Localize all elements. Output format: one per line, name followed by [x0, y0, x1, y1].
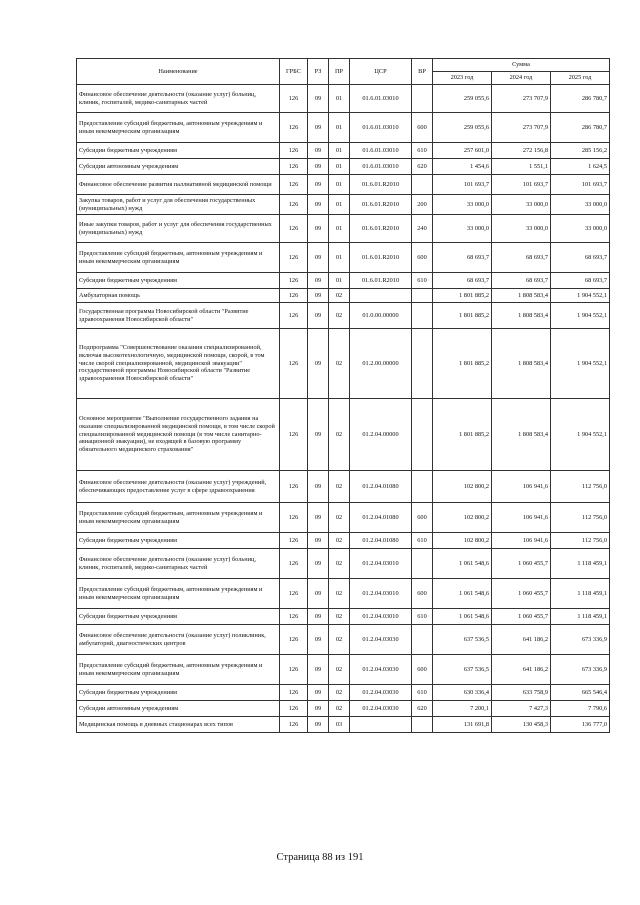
row-value-2023: 637 536,5	[433, 625, 492, 655]
row-rz: 09	[308, 609, 329, 625]
row-vr	[412, 303, 433, 329]
table-row	[77, 655, 610, 685]
table-row	[77, 113, 610, 143]
table-row	[77, 579, 610, 609]
row-grbs: 126	[280, 579, 308, 609]
row-vr	[412, 399, 433, 471]
row-value-2023: 102 800,2	[433, 471, 492, 503]
row-csr: 01.2.04.03010	[350, 549, 412, 579]
row-value-2024: 33 000,0	[492, 195, 551, 215]
row-csr: 01.2.04.03010	[350, 609, 412, 625]
row-value-2025: 1 904 552,1	[551, 329, 610, 399]
row-csr: 01.2.04.03030	[350, 655, 412, 685]
row-value-2025: 1 904 552,1	[551, 399, 610, 471]
row-value-2025: 286 780,7	[551, 113, 610, 143]
row-value-2023: 102 800,2	[433, 503, 492, 533]
header-sum: Сумма	[433, 59, 610, 72]
row-name: Субсидии автономным учреждениям	[77, 159, 280, 175]
row-vr: 600	[412, 503, 433, 533]
row-grbs: 126	[280, 655, 308, 685]
row-rz: 09	[308, 289, 329, 303]
row-rz: 09	[308, 159, 329, 175]
row-vr: 600	[412, 655, 433, 685]
row-pr: 01	[329, 175, 350, 195]
row-rz: 09	[308, 533, 329, 549]
row-rz: 09	[308, 143, 329, 159]
row-rz: 09	[308, 655, 329, 685]
row-name: Финансовое обеспечение деятельности (оказание услуг) поликлиник, амбулаторий, диагностических центров	[77, 625, 280, 655]
row-name: Субсидии бюджетным учреждениям	[77, 609, 280, 625]
row-pr: 02	[329, 625, 350, 655]
row-pr: 02	[329, 329, 350, 399]
row-vr	[412, 717, 433, 733]
row-value-2024: 1 808 583,4	[492, 289, 551, 303]
row-value-2025: 33 000,0	[551, 195, 610, 215]
row-name: Финансовое обеспечение деятельности (оказание услуг) больниц, клиник, госпиталей, медико-санитарных частей	[77, 85, 280, 113]
row-value-2025: 101 693,7	[551, 175, 610, 195]
row-rz: 09	[308, 685, 329, 701]
row-pr: 02	[329, 701, 350, 717]
row-value-2025: 68 693,7	[551, 243, 610, 273]
row-pr: 02	[329, 655, 350, 685]
row-grbs: 126	[280, 273, 308, 289]
row-name: Закупка товаров, работ и услуг для обеспечения государственных (муниципальных) нужд	[77, 195, 280, 215]
row-value-2024: 68 693,7	[492, 273, 551, 289]
row-rz: 09	[308, 215, 329, 243]
row-value-2024: 130 458,3	[492, 717, 551, 733]
table-row	[77, 143, 610, 159]
row-pr: 02	[329, 549, 350, 579]
row-vr: 610	[412, 143, 433, 159]
table-row	[77, 159, 610, 175]
row-grbs: 126	[280, 113, 308, 143]
row-csr: 01.2.04.03030	[350, 625, 412, 655]
row-name: Предоставление субсидий бюджетным, автономным учреждениям и иным некоммерческим организациям	[77, 113, 280, 143]
header-name: Наименование	[77, 59, 280, 85]
row-value-2025: 1 624,5	[551, 159, 610, 175]
row-value-2023: 1 801 885,2	[433, 303, 492, 329]
row-value-2024: 273 707,9	[492, 113, 551, 143]
row-name: Иные закупки товаров, работ и услуг для обеспечения государственных (муниципальных) нужд	[77, 215, 280, 243]
row-csr: 01.6.01.R2010	[350, 195, 412, 215]
row-value-2024: 106 941,6	[492, 533, 551, 549]
row-value-2023: 33 000,0	[433, 195, 492, 215]
header-csr: ЦСР	[350, 59, 412, 85]
header-year-2023: 2023 год	[433, 72, 492, 85]
row-grbs: 126	[280, 303, 308, 329]
row-vr: 600	[412, 579, 433, 609]
row-name: Медицинская помощь в дневных стационарах всех типов	[77, 717, 280, 733]
table-row	[77, 701, 610, 717]
row-grbs: 126	[280, 159, 308, 175]
row-pr: 02	[329, 533, 350, 549]
row-vr: 620	[412, 159, 433, 175]
row-grbs: 126	[280, 717, 308, 733]
row-pr: 01	[329, 243, 350, 273]
row-value-2024: 1 060 455,7	[492, 579, 551, 609]
table-body	[77, 85, 610, 733]
table-row	[77, 685, 610, 701]
row-vr: 600	[412, 113, 433, 143]
table-row	[77, 609, 610, 625]
row-value-2025: 1 118 459,1	[551, 549, 610, 579]
row-name: Финансовое обеспечение развития паллиативной медицинской помощи	[77, 175, 280, 195]
row-value-2023: 1 801 885,2	[433, 399, 492, 471]
row-csr: 01.2.04.01080	[350, 533, 412, 549]
row-csr: 01.6.01.R2010	[350, 175, 412, 195]
row-pr: 02	[329, 579, 350, 609]
row-csr	[350, 289, 412, 303]
row-value-2025: 7 790,6	[551, 701, 610, 717]
table-row	[77, 533, 610, 549]
table-row	[77, 85, 610, 113]
row-value-2023: 102 800,2	[433, 533, 492, 549]
row-vr: 610	[412, 685, 433, 701]
header-year-2024: 2024 год	[492, 72, 551, 85]
row-rz: 09	[308, 399, 329, 471]
row-value-2024: 106 941,6	[492, 503, 551, 533]
row-name: Финансовое обеспечение деятельности (оказание услуг) больниц, клиник, госпиталей, медико-санитарных частей	[77, 549, 280, 579]
row-rz: 09	[308, 579, 329, 609]
table-row	[77, 329, 610, 399]
row-pr: 02	[329, 471, 350, 503]
row-csr: 01.2.04.01080	[350, 503, 412, 533]
row-value-2023: 1 061 548,6	[433, 609, 492, 625]
row-grbs: 126	[280, 685, 308, 701]
row-value-2024: 1 808 583,4	[492, 329, 551, 399]
table-row	[77, 215, 610, 243]
row-name: Основное мероприятие "Выполнение государственного задания на оказание специализированной медицинской помощи, в том числе скорой специализированной медицинской помощи (в том числе санитарно-авиационной эвакуации), не входящей в базовую программу обязательного медицинского страхования"	[77, 399, 280, 471]
header-grbs: ГРБС	[280, 59, 308, 85]
row-value-2023: 1 061 548,6	[433, 579, 492, 609]
row-rz: 09	[308, 549, 329, 579]
row-vr	[412, 471, 433, 503]
row-value-2024: 101 693,7	[492, 175, 551, 195]
row-grbs: 126	[280, 175, 308, 195]
row-pr: 02	[329, 303, 350, 329]
row-value-2023: 68 693,7	[433, 273, 492, 289]
header-year-2025: 2025 год	[551, 72, 610, 85]
row-vr	[412, 625, 433, 655]
row-name: Субсидии бюджетным учреждениям	[77, 143, 280, 159]
row-name: Субсидии бюджетным учреждениям	[77, 273, 280, 289]
row-vr: 200	[412, 195, 433, 215]
row-grbs: 126	[280, 533, 308, 549]
row-grbs: 126	[280, 399, 308, 471]
row-name: Субсидии бюджетным учреждениям	[77, 533, 280, 549]
page-number: Страница 88 из 191	[276, 852, 364, 863]
row-pr: 02	[329, 503, 350, 533]
row-rz: 09	[308, 717, 329, 733]
row-value-2023: 259 055,6	[433, 85, 492, 113]
row-value-2024: 1 808 583,4	[492, 399, 551, 471]
row-rz: 09	[308, 243, 329, 273]
row-value-2025: 33 000,0	[551, 215, 610, 243]
row-value-2025: 68 693,7	[551, 273, 610, 289]
table-row	[77, 625, 610, 655]
row-csr: 01.2.04.01080	[350, 471, 412, 503]
row-value-2024: 273 707,9	[492, 85, 551, 113]
row-rz: 09	[308, 471, 329, 503]
row-csr: 01.6.01.R2010	[350, 273, 412, 289]
row-value-2023: 630 336,4	[433, 685, 492, 701]
row-grbs: 126	[280, 609, 308, 625]
row-csr: 01.2.00.00000	[350, 329, 412, 399]
row-value-2023: 33 000,0	[433, 215, 492, 243]
row-csr	[350, 717, 412, 733]
row-pr: 01	[329, 215, 350, 243]
row-pr: 02	[329, 685, 350, 701]
table-row	[77, 503, 610, 533]
header-rz: РЗ	[308, 59, 329, 85]
row-value-2024: 33 000,0	[492, 215, 551, 243]
row-vr	[412, 85, 433, 113]
header-vr: ВР	[412, 59, 433, 85]
row-value-2023: 1 061 548,6	[433, 549, 492, 579]
row-csr: 01.6.01.R2010	[350, 215, 412, 243]
table-row	[77, 289, 610, 303]
row-rz: 09	[308, 329, 329, 399]
row-vr: 610	[412, 273, 433, 289]
table-row	[77, 273, 610, 289]
row-rz: 09	[308, 273, 329, 289]
row-csr: 01.2.04.00000	[350, 399, 412, 471]
row-csr: 01.6.01.03010	[350, 113, 412, 143]
row-grbs: 126	[280, 549, 308, 579]
row-vr: 610	[412, 609, 433, 625]
row-grbs: 126	[280, 85, 308, 113]
row-value-2025: 112 756,0	[551, 503, 610, 533]
row-rz: 09	[308, 85, 329, 113]
table-row	[77, 243, 610, 273]
table-row	[77, 303, 610, 329]
row-value-2023: 637 536,5	[433, 655, 492, 685]
table-row	[77, 195, 610, 215]
row-value-2025: 1 118 459,1	[551, 579, 610, 609]
row-pr: 01	[329, 85, 350, 113]
row-value-2023: 101 693,7	[433, 175, 492, 195]
row-vr: 610	[412, 533, 433, 549]
table-row	[77, 471, 610, 503]
row-grbs: 126	[280, 471, 308, 503]
row-value-2024: 272 156,8	[492, 143, 551, 159]
header-pr: ПР	[329, 59, 350, 85]
row-name: Предоставление субсидий бюджетным, автономным учреждениям и иным некоммерческим организациям	[77, 579, 280, 609]
row-value-2025: 673 336,9	[551, 625, 610, 655]
row-pr: 01	[329, 273, 350, 289]
row-value-2024: 106 941,6	[492, 471, 551, 503]
row-value-2023: 1 801 885,2	[433, 289, 492, 303]
row-rz: 09	[308, 113, 329, 143]
row-pr: 01	[329, 143, 350, 159]
row-pr: 01	[329, 195, 350, 215]
row-vr	[412, 175, 433, 195]
row-vr	[412, 289, 433, 303]
row-csr: 01.2.04.03010	[350, 579, 412, 609]
row-value-2024: 7 427,3	[492, 701, 551, 717]
row-csr: 01.6.01.R2010	[350, 243, 412, 273]
row-rz: 09	[308, 701, 329, 717]
row-name: Подпрограмма "Совершенствование оказания специализированной, включая высокотехнологичную, медицинской помощи, скорой, в том числе скорой специализированной, медицинской эвакуации" государственной программы Новосибирской области "Развитие здравоохранения Новосибирской области"	[77, 329, 280, 399]
row-grbs: 126	[280, 289, 308, 303]
row-vr	[412, 549, 433, 579]
budget-table	[76, 58, 610, 733]
table-row	[77, 717, 610, 733]
row-name: Предоставление субсидий бюджетным, автономным учреждениям и иным некоммерческим организациям	[77, 243, 280, 273]
row-name: Финансовое обеспечение деятельности (оказание услуг) учреждений, обеспечивающих предоставление услуг в сфере здравоохранения	[77, 471, 280, 503]
row-value-2025: 112 756,0	[551, 533, 610, 549]
row-value-2023: 131 691,8	[433, 717, 492, 733]
row-value-2024: 1 808 583,4	[492, 303, 551, 329]
row-csr: 01.2.04.03030	[350, 701, 412, 717]
table-header	[77, 59, 610, 85]
row-value-2024: 68 693,7	[492, 243, 551, 273]
row-pr: 01	[329, 159, 350, 175]
row-pr: 03	[329, 717, 350, 733]
row-value-2025: 112 756,0	[551, 471, 610, 503]
row-pr: 02	[329, 289, 350, 303]
row-grbs: 126	[280, 195, 308, 215]
row-vr	[412, 329, 433, 399]
row-value-2024: 641 186,2	[492, 655, 551, 685]
row-name: Предоставление субсидий бюджетным, автономным учреждениям и иным некоммерческим организациям	[77, 503, 280, 533]
row-value-2023: 259 055,6	[433, 113, 492, 143]
row-name: Предоставление субсидий бюджетным, автономным учреждениям и иным некоммерческим организациям	[77, 655, 280, 685]
row-value-2023: 7 200,1	[433, 701, 492, 717]
row-grbs: 126	[280, 503, 308, 533]
row-vr: 620	[412, 701, 433, 717]
row-value-2025: 1 904 552,1	[551, 289, 610, 303]
row-value-2025: 1 904 552,1	[551, 303, 610, 329]
row-csr: 01.6.01.03010	[350, 85, 412, 113]
row-rz: 09	[308, 195, 329, 215]
row-grbs: 126	[280, 329, 308, 399]
row-grbs: 126	[280, 701, 308, 717]
row-grbs: 126	[280, 215, 308, 243]
row-value-2023: 1 454,6	[433, 159, 492, 175]
row-grbs: 126	[280, 243, 308, 273]
row-pr: 01	[329, 113, 350, 143]
row-csr: 01.6.01.03010	[350, 143, 412, 159]
row-value-2024: 1 551,1	[492, 159, 551, 175]
row-value-2025: 673 336,9	[551, 655, 610, 685]
row-vr: 600	[412, 243, 433, 273]
row-value-2024: 641 186,2	[492, 625, 551, 655]
row-value-2023: 257 601,0	[433, 143, 492, 159]
row-grbs: 126	[280, 143, 308, 159]
row-value-2024: 1 060 455,7	[492, 609, 551, 625]
row-value-2025: 1 118 459,1	[551, 609, 610, 625]
row-value-2025: 665 546,4	[551, 685, 610, 701]
row-rz: 09	[308, 625, 329, 655]
row-csr: 01.0.00.00000	[350, 303, 412, 329]
row-pr: 02	[329, 399, 350, 471]
table-row	[77, 175, 610, 195]
row-value-2025: 285 156,2	[551, 143, 610, 159]
row-csr: 01.2.04.03030	[350, 685, 412, 701]
row-rz: 09	[308, 503, 329, 533]
row-name: Государственная программа Новосибирской области "Развитие здравоохранения Новосибирской области"	[77, 303, 280, 329]
row-vr: 240	[412, 215, 433, 243]
row-pr: 02	[329, 609, 350, 625]
row-name: Субсидии бюджетным учреждениям	[77, 685, 280, 701]
table-row	[77, 399, 610, 471]
row-csr: 01.6.01.03010	[350, 159, 412, 175]
row-value-2024: 633 758,9	[492, 685, 551, 701]
row-value-2023: 68 693,7	[433, 243, 492, 273]
row-value-2025: 286 780,7	[551, 85, 610, 113]
row-name: Амбулаторная помощь	[77, 289, 280, 303]
row-name: Субсидии автономным учреждениям	[77, 701, 280, 717]
row-value-2025: 136 777,0	[551, 717, 610, 733]
table-row	[77, 549, 610, 579]
row-rz: 09	[308, 303, 329, 329]
row-grbs: 126	[280, 625, 308, 655]
row-rz: 09	[308, 175, 329, 195]
row-value-2024: 1 060 455,7	[492, 549, 551, 579]
row-value-2023: 1 801 885,2	[433, 329, 492, 399]
